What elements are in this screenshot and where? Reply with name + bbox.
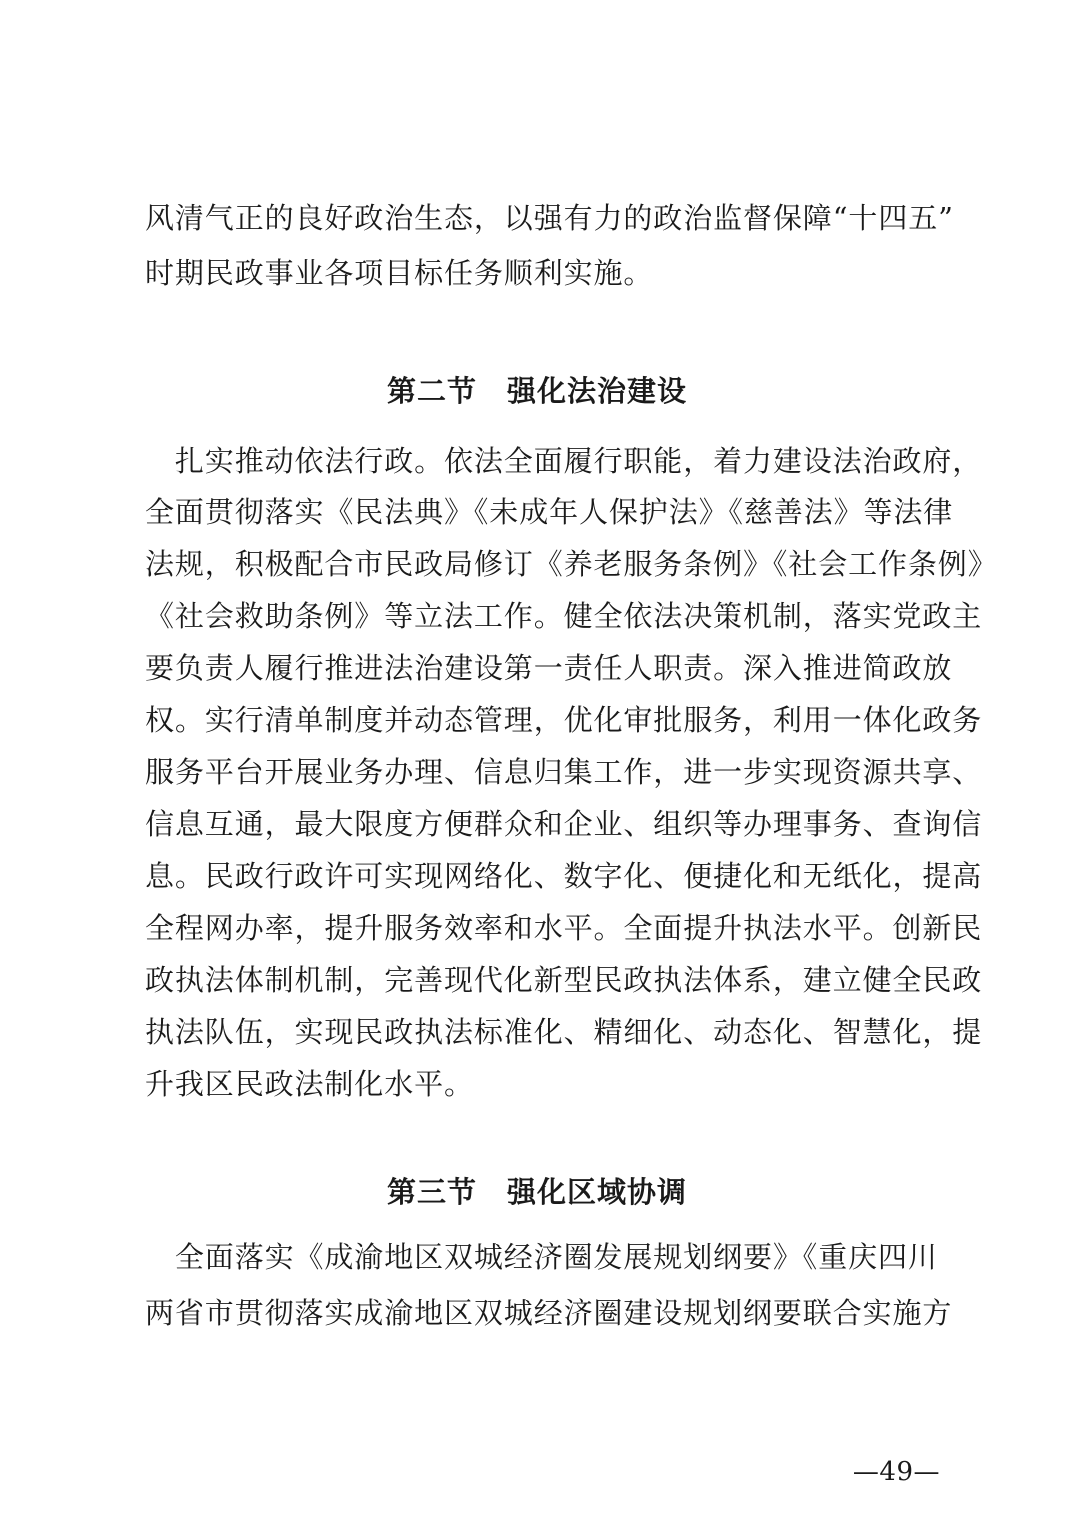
section-heading: 第三节 强化区域协调 xyxy=(386,1175,687,1209)
paragraph-line: 权。实行清单制度并动态管理，优化审批服务，利用一体化政务 xyxy=(145,703,983,737)
paragraph-line: 政执法体制机制，完善现代化新型民政执法体系，建立健全民政 xyxy=(145,963,983,997)
paragraph-line: 要负责人履行推进法治建设第一责任人职责。深入推进简政放 xyxy=(145,651,953,685)
paragraph-line: 两省市贯彻落实成渝地区双城经济圈建设规划纲要联合实施方 xyxy=(145,1296,953,1330)
paragraph-line: 升我区民政法制化水平。 xyxy=(145,1067,474,1101)
paragraph-line: 时期民政事业各项目标任务顺利实施。 xyxy=(145,256,654,290)
paragraph-line: 扎实推动依法行政。依法全面履行职能，着力建设法治政府， xyxy=(145,444,983,478)
page-number: —49— xyxy=(852,1457,940,1487)
paragraph-line: 《社会救助条例》等立法工作。健全依法决策机制，落实党政主 xyxy=(145,599,983,633)
section-heading: 第二节 强化法治建设 xyxy=(386,374,687,408)
paragraph-line: 服务平台开展业务办理、信息归集工作，进一步实现资源共享、 xyxy=(145,755,983,789)
paragraph-line: 信息互通，最大限度方便群众和企业、组织等办理事务、查询信 xyxy=(145,807,983,841)
paragraph-line: 全面贯彻落实《民法典》《未成年人保护法》《慈善法》等法律 xyxy=(145,495,954,529)
paragraph-line: 执法队伍，实现民政执法标准化、精细化、动态化、智慧化，提 xyxy=(145,1015,983,1049)
paragraph-line: 风清气正的良好政治生态，以强有力的政治监督保障“十四五” xyxy=(145,201,954,235)
paragraph-line: 法规，积极配合市民政局修订《养老服务条例》《社会工作条例》 xyxy=(145,547,998,581)
paragraph-line: 息。民政行政许可实现网络化、数字化、便捷化和无纸化，提高 xyxy=(145,859,983,893)
paragraph-line: 全程网办率，提升服务效率和水平。全面提升执法水平。创新民 xyxy=(145,911,983,945)
paragraph-line: 全面落实《成渝地区双城经济圈发展规划纲要》《重庆四川 xyxy=(145,1240,938,1274)
